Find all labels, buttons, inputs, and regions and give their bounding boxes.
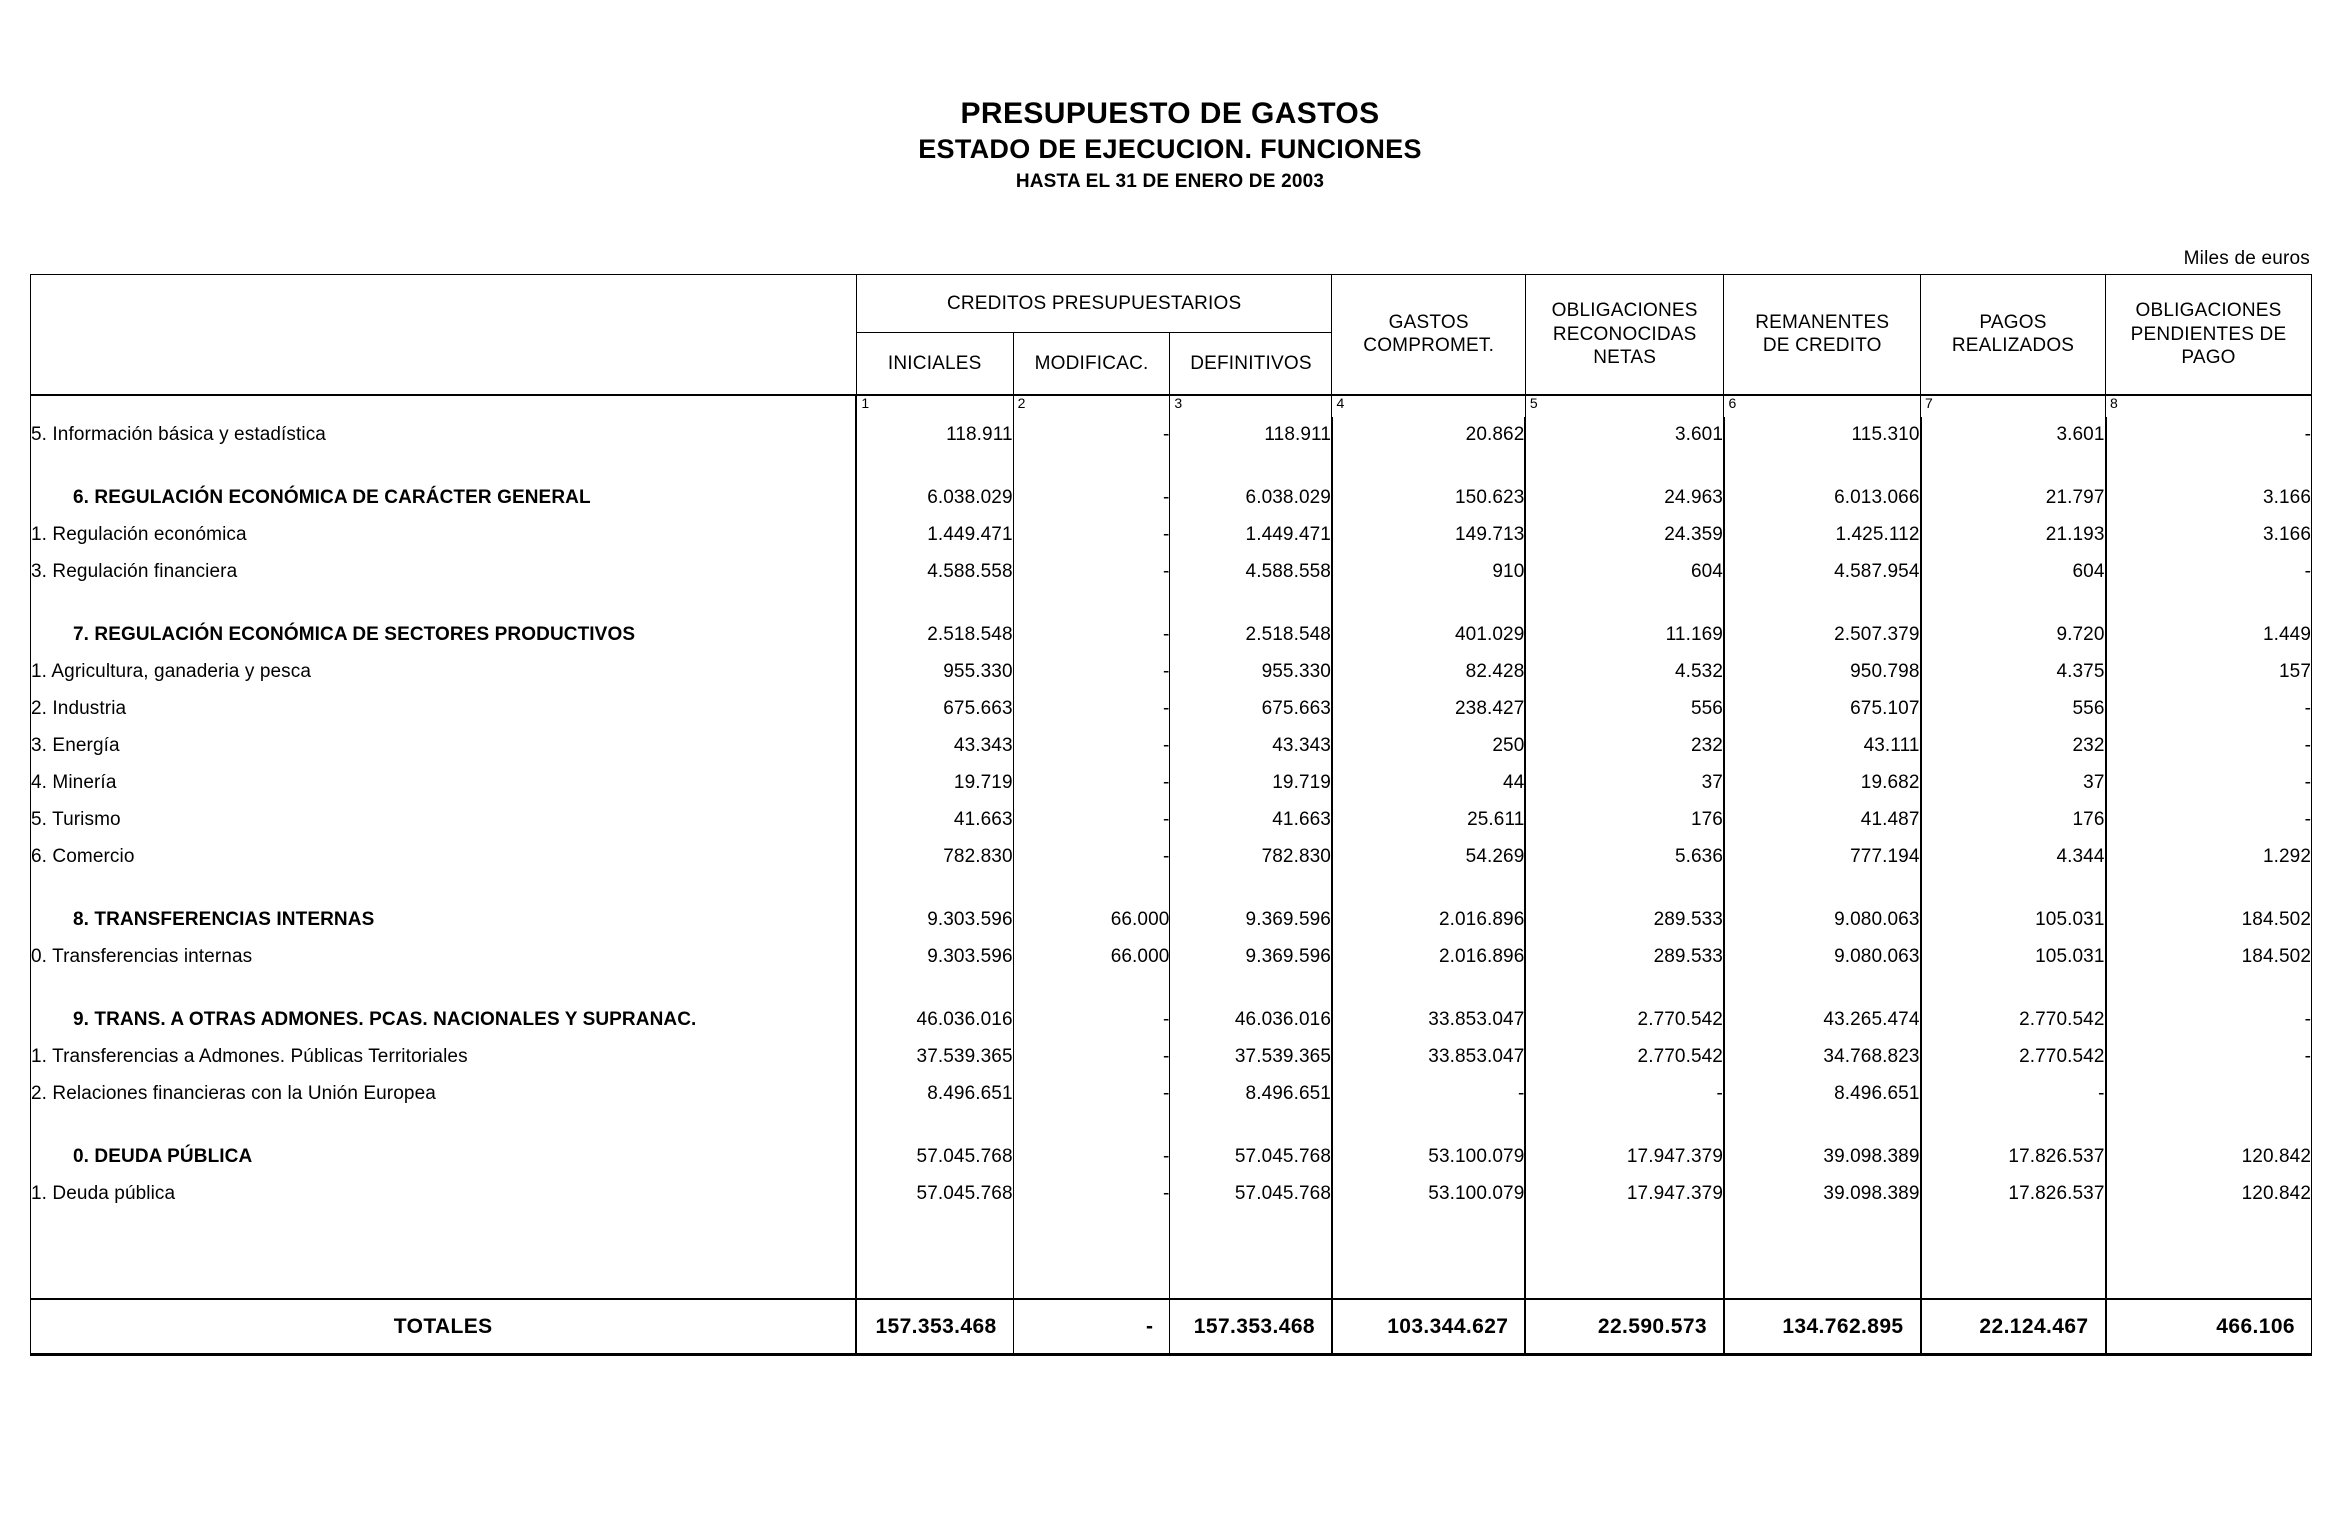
row-value-col-8: 3.166 xyxy=(2106,517,2312,554)
spacer-value-cell xyxy=(856,591,1013,617)
row-value-col-4: 250 xyxy=(1332,728,1525,765)
spacer-value-cell xyxy=(2106,1113,2312,1139)
row-value-col-4: 33.853.047 xyxy=(1332,1039,1525,1076)
row-value-col-3: 9.369.596 xyxy=(1170,939,1332,976)
header-pagos-line2: REALIZADOS xyxy=(1951,335,2075,357)
row-value-col-7: 232 xyxy=(1921,728,2106,765)
header-pagos-line1: PAGOS xyxy=(1979,312,2047,334)
row-value-col-7: 17.826.537 xyxy=(1921,1176,2106,1213)
spacer-value-cell xyxy=(1013,1113,1170,1139)
header-concept-blank xyxy=(31,275,857,395)
header-remanentes-de-credito xyxy=(1724,275,1921,395)
spacer-value-cell xyxy=(1724,591,1921,617)
row-value-col-5: 556 xyxy=(1525,691,1724,728)
spacer-value-cell xyxy=(1332,454,1525,480)
row-spacer xyxy=(31,876,2312,902)
row-concept-label: 0. Transferencias internas xyxy=(31,939,857,976)
row-value-col-3: 37.539.365 xyxy=(1170,1039,1332,1076)
row-value-col-5: 232 xyxy=(1525,728,1724,765)
row-value-col-7: 556 xyxy=(1921,691,2106,728)
spacer-value-cell xyxy=(2106,976,2312,1002)
spacer-value-cell xyxy=(1525,976,1724,1002)
spacer-concept-cell xyxy=(31,1113,857,1139)
spacer-value-cell xyxy=(1724,876,1921,902)
row-value-col-5: 604 xyxy=(1525,554,1724,591)
table-row[interactable] xyxy=(31,417,2312,454)
row-value-col-8: - xyxy=(2106,691,2312,728)
header-gastos-comprometidos-line1: GASTOS xyxy=(1388,312,1469,334)
row-value-col-5: 176 xyxy=(1525,802,1724,839)
row-value-col-1: 1.449.471 xyxy=(856,517,1013,554)
row-value-col-6: 777.194 xyxy=(1724,839,1921,876)
spacer-value-cell xyxy=(1921,876,2106,902)
totals-value-col-5: 22.590.573 xyxy=(1525,1299,1724,1355)
row-value-col-5: 17.947.379 xyxy=(1525,1176,1724,1213)
row-value-col-1: 19.719 xyxy=(856,765,1013,802)
header-group-creditos-presupuestarios: CREDITOS PRESUPUESTARIOS xyxy=(856,275,1332,333)
row-value-col-1: 4.588.558 xyxy=(856,554,1013,591)
header-col-iniciales: INICIALES xyxy=(856,333,1013,395)
totals-value-col-6: 134.762.895 xyxy=(1724,1299,1921,1355)
header-pagos-realizados xyxy=(1921,275,2106,395)
row-value-col-3: 9.369.596 xyxy=(1170,902,1332,939)
column-number-2: 2 xyxy=(1013,395,1170,417)
row-value-col-2: - xyxy=(1013,1002,1170,1039)
row-value-col-2: - xyxy=(1013,1076,1170,1113)
row-value-col-3: 57.045.768 xyxy=(1170,1139,1332,1176)
page-period: HASTA EL 31 DE ENERO DE 2003 xyxy=(1015,170,1325,192)
totals-value-col-2: - xyxy=(1013,1299,1170,1355)
row-value-col-2: 66.000 xyxy=(1013,902,1170,939)
row-concept-label: 0. DEUDA PÚBLICA xyxy=(31,1139,857,1176)
row-value-col-3: 19.719 xyxy=(1170,765,1332,802)
spacer-value-cell xyxy=(1921,1113,2106,1139)
spacer-value-cell xyxy=(856,976,1013,1002)
row-filler xyxy=(31,1213,2312,1299)
row-value-col-3: 57.045.768 xyxy=(1170,1176,1332,1213)
row-value-col-1: 2.518.548 xyxy=(856,617,1013,654)
row-spacer xyxy=(31,454,2312,480)
row-value-col-3: 43.343 xyxy=(1170,728,1332,765)
row-value-col-1: 6.038.029 xyxy=(856,480,1013,517)
row-value-col-8: - xyxy=(2106,765,2312,802)
row-value-col-4: 2.016.896 xyxy=(1332,902,1525,939)
spacer-value-cell xyxy=(2106,876,2312,902)
row-concept-label: 4. Minería xyxy=(31,765,857,802)
header-row-group xyxy=(31,275,2312,333)
row-value-col-5: 3.601 xyxy=(1525,417,1724,454)
spacer-value-cell xyxy=(856,876,1013,902)
row-value-col-8: 1.292 xyxy=(2106,839,2312,876)
row-value-col-2: 66.000 xyxy=(1013,939,1170,976)
spacer-concept-cell xyxy=(31,454,857,480)
row-value-col-6: 2.507.379 xyxy=(1724,617,1921,654)
row-concept-label: 6. Comercio xyxy=(31,839,857,876)
row-concept-label: 5. Turismo xyxy=(31,802,857,839)
table-header xyxy=(31,275,2312,395)
header-obligaciones-reconocidas-line1: OBLIGACIONES xyxy=(1551,300,1698,322)
row-value-col-1: 37.539.365 xyxy=(856,1039,1013,1076)
table-row[interactable] xyxy=(31,654,2312,691)
spacer-value-cell xyxy=(1332,1213,1525,1299)
spacer-value-cell xyxy=(1525,454,1724,480)
spacer-value-cell xyxy=(1013,976,1170,1002)
row-value-col-7: 17.826.537 xyxy=(1921,1139,2106,1176)
table-row[interactable] xyxy=(31,517,2312,554)
spacer-value-cell xyxy=(1170,1113,1332,1139)
spacer-value-cell xyxy=(1170,976,1332,1002)
row-concept-label: 8. TRANSFERENCIAS INTERNAS xyxy=(31,902,857,939)
spacer-value-cell xyxy=(1332,1113,1525,1139)
row-value-col-7: 2.770.542 xyxy=(1921,1039,2106,1076)
row-value-col-5: 24.963 xyxy=(1525,480,1724,517)
row-value-col-6: 4.587.954 xyxy=(1724,554,1921,591)
spacer-value-cell xyxy=(1724,454,1921,480)
totals-value-col-7: 22.124.467 xyxy=(1921,1299,2106,1355)
row-value-col-7: 105.031 xyxy=(1921,939,2106,976)
spacer-value-cell xyxy=(1921,976,2106,1002)
table-row[interactable] xyxy=(31,765,2312,802)
spacer-value-cell xyxy=(1921,591,2106,617)
table-body xyxy=(31,395,2312,1355)
row-value-col-8: 157 xyxy=(2106,654,2312,691)
row-value-col-1: 8.496.651 xyxy=(856,1076,1013,1113)
row-value-col-3: 782.830 xyxy=(1170,839,1332,876)
row-value-col-3: 46.036.016 xyxy=(1170,1002,1332,1039)
row-concept-label: 9. TRANS. A OTRAS ADMONES. PCAS. NACIONALES Y SUPRANAC. xyxy=(31,1002,857,1039)
row-concept-label: 1. Deuda pública xyxy=(31,1176,857,1213)
row-value-col-6: 950.798 xyxy=(1724,654,1921,691)
row-value-col-7: 105.031 xyxy=(1921,902,2106,939)
row-value-col-1: 118.911 xyxy=(856,417,1013,454)
row-value-col-4: 53.100.079 xyxy=(1332,1139,1525,1176)
row-concept-label: 1. Transferencias a Admones. Públicas Territoriales xyxy=(31,1039,857,1076)
row-value-col-8: 120.842 xyxy=(2106,1176,2312,1213)
header-obligaciones-reconocidas-netas xyxy=(1525,275,1724,395)
spacer-value-cell xyxy=(1170,1213,1332,1299)
row-value-col-7: 3.601 xyxy=(1921,417,2106,454)
spacer-value-cell xyxy=(856,454,1013,480)
row-value-col-6: 39.098.389 xyxy=(1724,1176,1921,1213)
row-value-col-4: 44 xyxy=(1332,765,1525,802)
spacer-value-cell xyxy=(1332,591,1525,617)
table-row[interactable] xyxy=(31,728,2312,765)
row-spacer xyxy=(31,976,2312,1002)
row-value-col-8: - xyxy=(2106,1039,2312,1076)
row-value-col-6: 9.080.063 xyxy=(1724,902,1921,939)
row-concept-label: 1. Agricultura, ganaderia y pesca xyxy=(31,654,857,691)
row-value-col-3: 118.911 xyxy=(1170,417,1332,454)
totals-value-col-8: 466.106 xyxy=(2106,1299,2312,1355)
table-row[interactable] xyxy=(31,802,2312,839)
spacer-value-cell xyxy=(2106,591,2312,617)
row-value-col-4: 2.016.896 xyxy=(1332,939,1525,976)
row-value-col-2: - xyxy=(1013,480,1170,517)
row-value-col-6: 675.107 xyxy=(1724,691,1921,728)
header-obligaciones-pendientes-de-pago xyxy=(2106,275,2312,395)
row-value-col-1: 9.303.596 xyxy=(856,902,1013,939)
column-number-5: 5 xyxy=(1525,395,1724,417)
column-number-row xyxy=(31,395,2312,417)
spacer-value-cell xyxy=(1525,1113,1724,1139)
row-value-col-8: 184.502 xyxy=(2106,939,2312,976)
spacer-value-cell xyxy=(2106,454,2312,480)
row-value-col-4: 150.623 xyxy=(1332,480,1525,517)
row-value-col-3: 41.663 xyxy=(1170,802,1332,839)
row-value-col-3: 6.038.029 xyxy=(1170,480,1332,517)
row-value-col-7: 2.770.542 xyxy=(1921,1002,2106,1039)
header-obligaciones-pendientes-line3: PAGO xyxy=(2181,346,2236,368)
totals-row xyxy=(31,1299,2312,1355)
row-value-col-5: 11.169 xyxy=(1525,617,1724,654)
table-row[interactable] xyxy=(31,902,2312,939)
spacer-value-cell xyxy=(1921,454,2106,480)
row-value-col-3: 2.518.548 xyxy=(1170,617,1332,654)
row-value-col-8: - xyxy=(2106,1002,2312,1039)
row-value-col-8: - xyxy=(2106,417,2312,454)
spacer-value-cell xyxy=(1013,454,1170,480)
row-value-col-1: 46.036.016 xyxy=(856,1002,1013,1039)
table-row[interactable] xyxy=(31,839,2312,876)
header-obligaciones-reconocidas-line2: RECONOCIDAS xyxy=(1552,323,1697,345)
column-number-6: 6 xyxy=(1724,395,1921,417)
table-row[interactable] xyxy=(31,691,2312,728)
row-concept-label: 6. REGULACIÓN ECONÓMICA DE CARÁCTER GENERAL xyxy=(31,480,857,517)
row-value-col-6: 41.487 xyxy=(1724,802,1921,839)
spacer-value-cell xyxy=(1013,1213,1170,1299)
row-value-col-4: 149.713 xyxy=(1332,517,1525,554)
row-value-col-8: - xyxy=(2106,728,2312,765)
header-remanentes-line1: REMANENTES xyxy=(1755,312,1890,334)
row-value-col-2: - xyxy=(1013,802,1170,839)
row-value-col-7: 604 xyxy=(1921,554,2106,591)
spacer-concept-cell xyxy=(31,976,857,1002)
row-value-col-2: - xyxy=(1013,691,1170,728)
budget-table-container xyxy=(30,274,2312,1356)
row-value-col-4: 82.428 xyxy=(1332,654,1525,691)
row-value-col-6: 43.111 xyxy=(1724,728,1921,765)
row-value-col-6: 39.098.389 xyxy=(1724,1139,1921,1176)
row-value-col-2: - xyxy=(1013,417,1170,454)
spacer-value-cell xyxy=(2106,1213,2312,1299)
page-title: PRESUPUESTO DE GASTOS xyxy=(960,97,1380,130)
row-value-col-7: 9.720 xyxy=(1921,617,2106,654)
row-value-col-7: 21.193 xyxy=(1921,517,2106,554)
spacer-value-cell xyxy=(1332,976,1525,1002)
totals-value-col-1: 157.353.468 xyxy=(856,1299,1013,1355)
spacer-value-cell xyxy=(1724,976,1921,1002)
spacer-value-cell xyxy=(856,1213,1013,1299)
table-row[interactable] xyxy=(31,1039,2312,1076)
table-row[interactable] xyxy=(31,1002,2312,1039)
row-concept-label: 7. REGULACIÓN ECONÓMICA DE SECTORES PRODUCTIVOS xyxy=(31,617,857,654)
row-value-col-1: 41.663 xyxy=(856,802,1013,839)
spacer-value-cell xyxy=(1013,876,1170,902)
row-value-col-2: - xyxy=(1013,1139,1170,1176)
row-value-col-8: 1.449 xyxy=(2106,617,2312,654)
header-obligaciones-reconocidas-line3: NETAS xyxy=(1593,346,1657,368)
totals-value-col-4: 103.344.627 xyxy=(1332,1299,1525,1355)
row-value-col-1: 782.830 xyxy=(856,839,1013,876)
row-value-col-5: 5.636 xyxy=(1525,839,1724,876)
table-row[interactable] xyxy=(31,554,2312,591)
row-value-col-3: 4.588.558 xyxy=(1170,554,1332,591)
row-value-col-3: 1.449.471 xyxy=(1170,517,1332,554)
document-header xyxy=(0,0,2340,194)
row-value-col-8: - xyxy=(2106,802,2312,839)
spacer-concept-cell xyxy=(31,591,857,617)
header-gastos-comprometidos xyxy=(1332,275,1525,395)
row-value-col-3: 675.663 xyxy=(1170,691,1332,728)
row-value-col-4: 54.269 xyxy=(1332,839,1525,876)
row-value-col-7: 37 xyxy=(1921,765,2106,802)
row-value-col-8: 184.502 xyxy=(2106,902,2312,939)
row-value-col-2: - xyxy=(1013,765,1170,802)
column-number-4: 4 xyxy=(1332,395,1525,417)
row-value-col-7: - xyxy=(1921,1076,2106,1113)
row-value-col-8 xyxy=(2106,1076,2312,1113)
table-row[interactable] xyxy=(31,1139,2312,1176)
row-value-col-2: - xyxy=(1013,617,1170,654)
row-value-col-7: 21.797 xyxy=(1921,480,2106,517)
column-number-8: 8 xyxy=(2106,395,2312,417)
row-value-col-5: 2.770.542 xyxy=(1525,1002,1724,1039)
header-remanentes-line2: DE CREDITO xyxy=(1762,335,1882,357)
row-value-col-7: 4.344 xyxy=(1921,839,2106,876)
row-concept-label: 5. Información básica y estadística xyxy=(31,417,857,454)
row-value-col-6: 6.013.066 xyxy=(1724,480,1921,517)
row-value-col-2: - xyxy=(1013,554,1170,591)
table-row[interactable] xyxy=(31,617,2312,654)
row-value-col-4: 910 xyxy=(1332,554,1525,591)
spacer-value-cell xyxy=(1525,1213,1724,1299)
table-row[interactable] xyxy=(31,1076,2312,1113)
row-value-col-4: - xyxy=(1332,1076,1525,1113)
row-value-col-2: - xyxy=(1013,1176,1170,1213)
spacer-concept-cell xyxy=(31,876,857,902)
row-value-col-5: 17.947.379 xyxy=(1525,1139,1724,1176)
table-row[interactable] xyxy=(31,480,2312,517)
spacer-value-cell xyxy=(1724,1113,1921,1139)
row-value-col-1: 675.663 xyxy=(856,691,1013,728)
row-value-col-4: 53.100.079 xyxy=(1332,1176,1525,1213)
spacer-concept-cell xyxy=(31,1213,857,1299)
row-value-col-2: - xyxy=(1013,1039,1170,1076)
column-number-7: 7 xyxy=(1921,395,2106,417)
row-value-col-4: 401.029 xyxy=(1332,617,1525,654)
spacer-value-cell xyxy=(1724,1213,1921,1299)
column-number-concept xyxy=(31,395,857,417)
header-gastos-comprometidos-line2: COMPROMET. xyxy=(1363,335,1495,357)
row-value-col-7: 4.375 xyxy=(1921,654,2106,691)
row-value-col-5: 4.532 xyxy=(1525,654,1724,691)
row-value-col-5: 289.533 xyxy=(1525,939,1724,976)
row-value-col-3: 955.330 xyxy=(1170,654,1332,691)
row-value-col-5: - xyxy=(1525,1076,1724,1113)
row-value-col-5: 37 xyxy=(1525,765,1724,802)
units-caption: Miles de euros xyxy=(2183,248,2310,269)
row-value-col-5: 24.359 xyxy=(1525,517,1724,554)
row-value-col-6: 9.080.063 xyxy=(1724,939,1921,976)
row-value-col-1: 57.045.768 xyxy=(856,1139,1013,1176)
row-value-col-6: 8.496.651 xyxy=(1724,1076,1921,1113)
header-col-modificac: MODIFICAC. xyxy=(1013,333,1170,395)
column-number-1: 1 xyxy=(856,395,1013,417)
row-value-col-8: 3.166 xyxy=(2106,480,2312,517)
totals-label: TOTALES xyxy=(31,1299,857,1355)
spacer-value-cell xyxy=(1525,876,1724,902)
column-number-3: 3 xyxy=(1170,395,1332,417)
row-value-col-4: 25.611 xyxy=(1332,802,1525,839)
row-value-col-2: - xyxy=(1013,839,1170,876)
row-value-col-3: 8.496.651 xyxy=(1170,1076,1332,1113)
row-value-col-4: 238.427 xyxy=(1332,691,1525,728)
row-value-col-8: - xyxy=(2106,554,2312,591)
spacer-value-cell xyxy=(1921,1213,2106,1299)
totals-value-col-3: 157.353.468 xyxy=(1170,1299,1332,1355)
spacer-value-cell xyxy=(1332,876,1525,902)
row-value-col-1: 57.045.768 xyxy=(856,1176,1013,1213)
budget-execution-table xyxy=(30,274,2312,1356)
row-value-col-5: 289.533 xyxy=(1525,902,1724,939)
row-value-col-1: 955.330 xyxy=(856,654,1013,691)
header-obligaciones-pendientes-line2: PENDIENTES DE xyxy=(2130,323,2287,345)
spacer-value-cell xyxy=(1170,454,1332,480)
row-concept-label: 2. Industria xyxy=(31,691,857,728)
spacer-value-cell xyxy=(1170,591,1332,617)
row-value-col-2: - xyxy=(1013,654,1170,691)
row-value-col-6: 34.768.823 xyxy=(1724,1039,1921,1076)
row-concept-label: 3. Energía xyxy=(31,728,857,765)
row-value-col-8: 120.842 xyxy=(2106,1139,2312,1176)
row-value-col-2: - xyxy=(1013,728,1170,765)
row-concept-label: 2. Relaciones financieras con la Unión Europea xyxy=(31,1076,857,1113)
row-value-col-1: 43.343 xyxy=(856,728,1013,765)
row-concept-label: 1. Regulación económica xyxy=(31,517,857,554)
row-value-col-1: 9.303.596 xyxy=(856,939,1013,976)
table-row[interactable] xyxy=(31,1176,2312,1213)
spacer-value-cell xyxy=(1170,876,1332,902)
spacer-value-cell xyxy=(856,1113,1013,1139)
row-value-col-7: 176 xyxy=(1921,802,2106,839)
row-value-col-2: - xyxy=(1013,517,1170,554)
row-value-col-6: 1.425.112 xyxy=(1724,517,1921,554)
row-value-col-6: 43.265.474 xyxy=(1724,1002,1921,1039)
header-col-definitivos: DEFINITIVOS xyxy=(1170,333,1332,395)
header-obligaciones-pendientes-line1: OBLIGACIONES xyxy=(2135,300,2282,322)
table-row[interactable] xyxy=(31,939,2312,976)
row-value-col-4: 20.862 xyxy=(1332,417,1525,454)
row-value-col-5: 2.770.542 xyxy=(1525,1039,1724,1076)
spacer-value-cell xyxy=(1013,591,1170,617)
spacer-value-cell xyxy=(1525,591,1724,617)
row-value-col-4: 33.853.047 xyxy=(1332,1002,1525,1039)
row-spacer xyxy=(31,591,2312,617)
row-value-col-6: 19.682 xyxy=(1724,765,1921,802)
page-subtitle: ESTADO DE EJECUCION. FUNCIONES xyxy=(918,134,1422,165)
row-concept-label: 3. Regulación financiera xyxy=(31,554,857,591)
row-spacer xyxy=(31,1113,2312,1139)
row-value-col-6: 115.310 xyxy=(1724,417,1921,454)
